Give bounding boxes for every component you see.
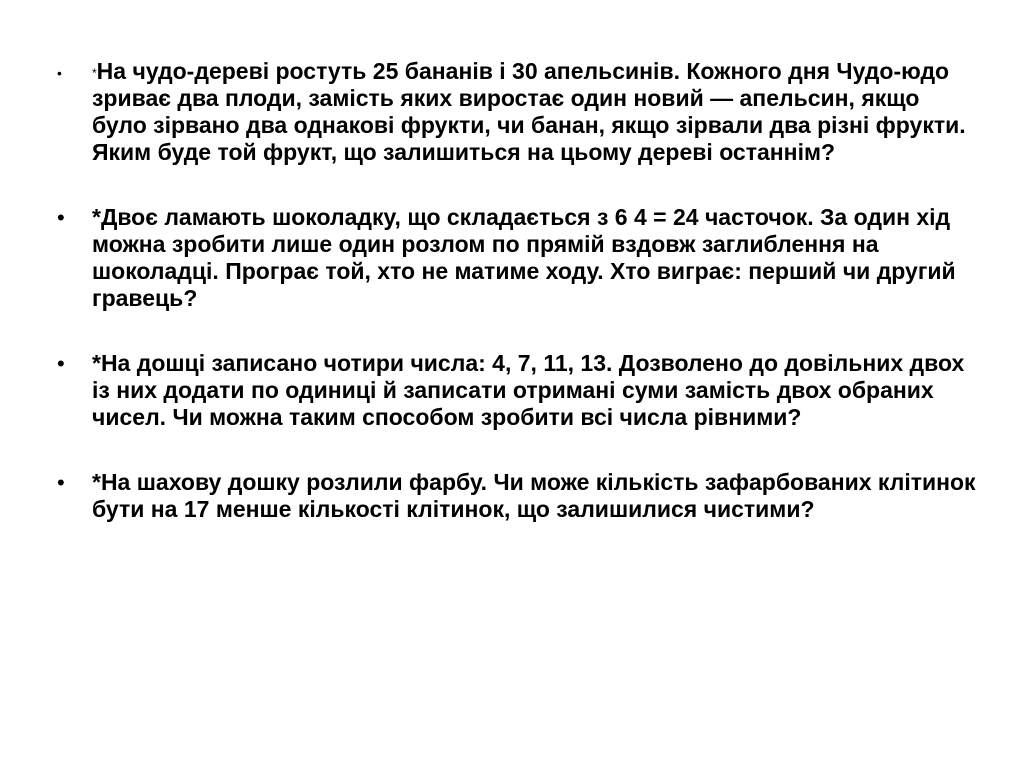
- problem-2-text: *Двоє ламають шоколадку, що складається з 6 4 = 24 часточок. За один хід можна зробити лише один розлом по прямій вздовж заглиблення на шоколадці. Програє той, хто не матиме ходу. Хто виграє: перший чи другий гравець?: [92, 204, 956, 311]
- bullet-icon: •: [57, 470, 65, 495]
- problem-star-marker: *: [92, 66, 97, 80]
- list-item-problem-4: [57, 469, 977, 523]
- list-item-problem-1: [57, 58, 977, 166]
- list-item-problem-3: [57, 350, 977, 431]
- problem-4-text: *На шахову дошку розлили фарбу. Чи може кількість зафарбованих клітинок бути на 17 менше кількості клітинок, що залишилися чистими?: [92, 469, 976, 522]
- bullet-icon: •: [57, 65, 62, 81]
- problem-list: [57, 58, 977, 559]
- bullet-icon: •: [57, 351, 65, 376]
- list-item-problem-2: [57, 204, 977, 312]
- problem-1-text: На чудо-дереві ростуть 25 бананів і 30 апельсинів. Кожного дня Чудо-юдо зриває два плоди, замість яких виростає один новий — апельсин, якщо було зірвано два однакові фрукти, чи банан, якщо зірвали два різні фрукти. Яким буде той фрукт, що залишиться на цьому дереві останнім?: [92, 58, 966, 165]
- problem-3-text: *На дошці записано чотири числа: 4, 7, 11, 13. Дозволено до довільних двох із них додати по одиниці й записати отримані суми замість двох обраних чисел. Чи можна таким способом зробити всі числа рівними?: [92, 350, 965, 430]
- bullet-icon: •: [57, 205, 65, 230]
